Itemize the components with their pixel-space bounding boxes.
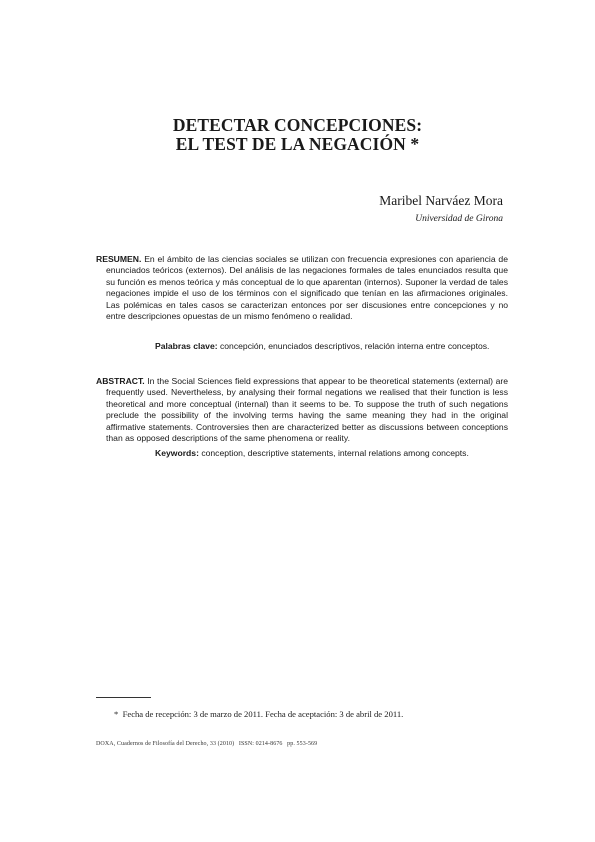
author-affiliation: Universidad de Girona xyxy=(415,214,503,224)
keywords-text: conception, descriptive statements, internal relations among concepts. xyxy=(201,448,469,458)
resumen-text: En el ámbito de las ciencias sociales se utilizan con frecuencia expresiones con apariencia de enunciados teóricos (externos). Del análisis de las negaciones formales de tales enunciados resulta que su función es menos teórica y más conceptual de lo que aparentan (internos). Suponer la verdad de tales negaciones impide el uso de los términos con el significado que tenían en las afirmaciones originales. Las polémicas en tales casos se caracterizan entonces por ser discusiones entre concepciones y no entre descripciones opuestas de un mismo fenómeno o realidad. xyxy=(106,254,508,322)
paper-title xyxy=(95,116,500,154)
palabras-clave-label: Palabras clave: xyxy=(155,341,218,351)
author-name: Maribel Narváez Mora xyxy=(379,193,503,208)
footnote-rule xyxy=(96,697,151,698)
abstract-label: ABSTRACT. xyxy=(96,376,145,386)
footer-pages: pp. 553-569 xyxy=(287,741,318,747)
footer-issn: ISSN: 0214-8676 xyxy=(238,741,283,747)
keywords-paragraph xyxy=(155,448,498,459)
footnote-marker: * xyxy=(114,709,119,719)
abstract-text: In the Social Sciences field expressions that appear to be theoretical statements (external) are frequently used. Nevertheless, by analysing their formal negations we realised that their function is less theoretical and more conceptual (internal) than it seems to be. To suppose the truth of such negations preclude the possibility of the involving terms having the same meaning they had in the original affirmative statements. Controversies then are characterized better as discussions between conceptions than as opposed descriptions of the same phenomena or reality. xyxy=(106,376,508,444)
palabras-clave-text: concepción, enunciados descriptivos, relación interna entre conceptos. xyxy=(219,341,490,351)
page-footer xyxy=(96,741,516,747)
keywords-label: Keywords: xyxy=(155,448,199,458)
title-line-1: DETECTAR CONCEPCIONES: xyxy=(172,115,423,135)
palabras-clave-paragraph xyxy=(155,341,508,352)
footnote-text: Fecha de recepción: 3 de marzo de 2011. Fecha de aceptación: 3 de abril de 2011. xyxy=(122,709,404,719)
title-line-2: EL TEST DE LA NEGACIÓN * xyxy=(175,134,420,154)
footer-journal: DOXA, Cuadernos de Filosofía del Derecho, 33 (2010) xyxy=(96,741,235,747)
footnote xyxy=(114,709,504,719)
resumen-label: RESUMEN. xyxy=(96,254,142,264)
resumen-paragraph xyxy=(96,254,508,322)
abstract-paragraph xyxy=(96,376,508,444)
